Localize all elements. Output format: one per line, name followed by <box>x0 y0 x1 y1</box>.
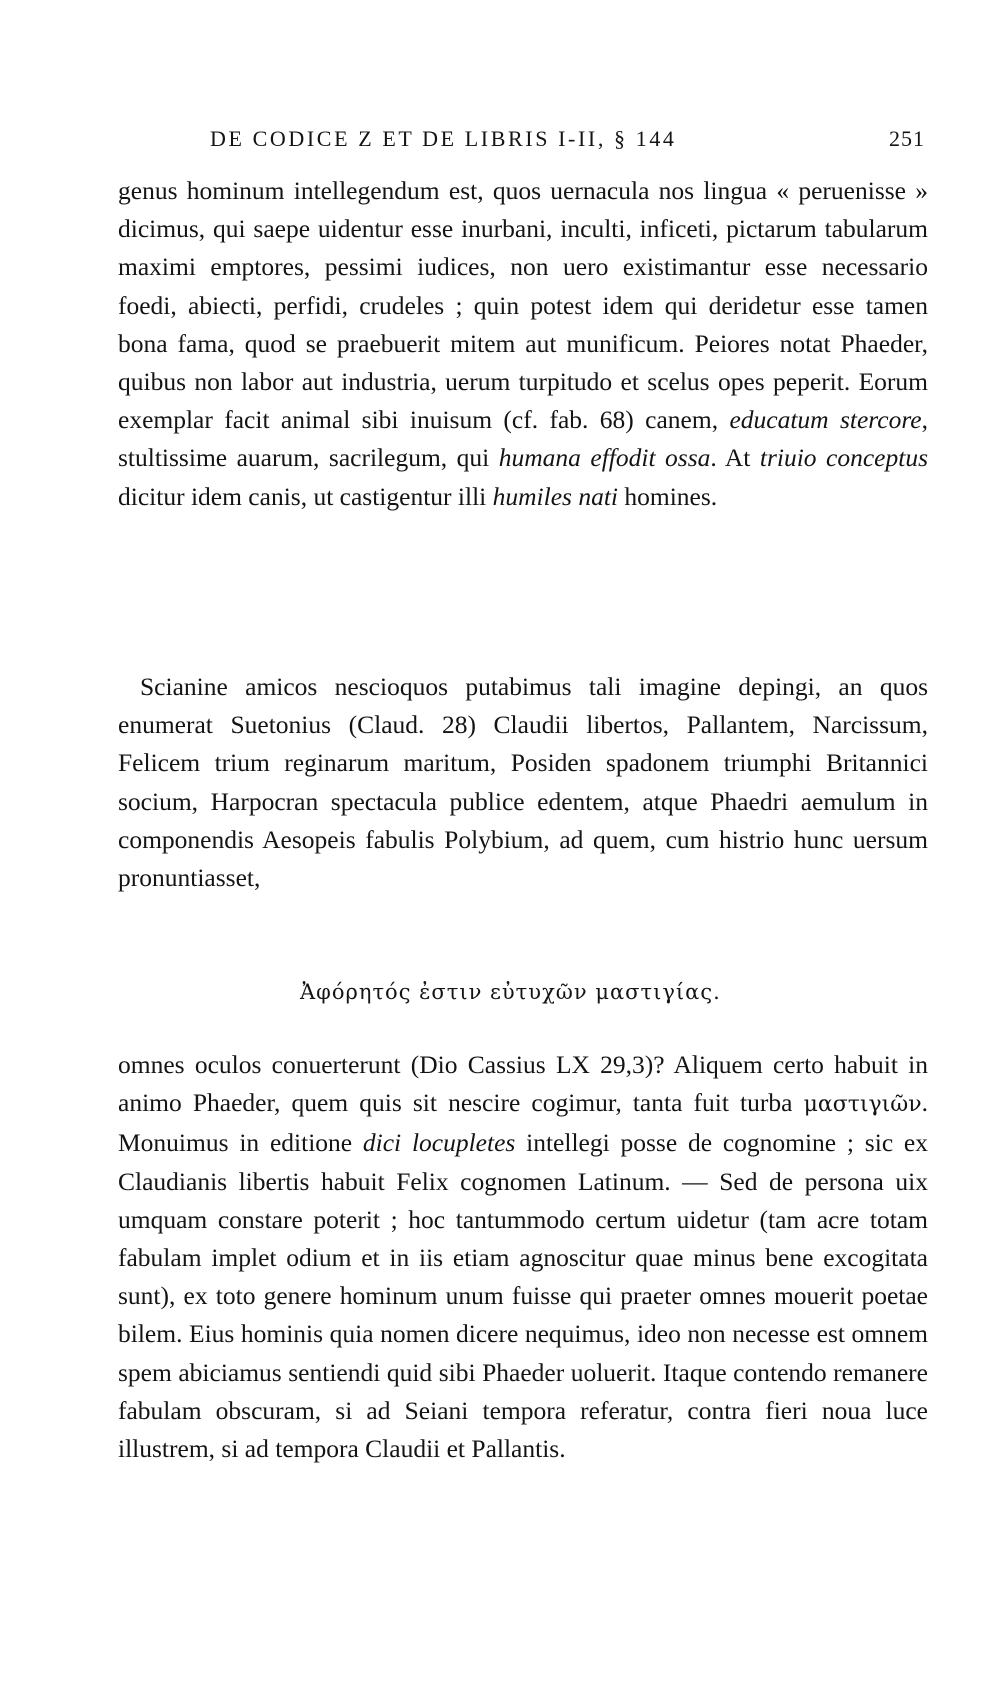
text-run: homines. <box>618 481 718 511</box>
page-number: 251 <box>889 126 925 151</box>
text-run: , stultissime auarum, sacrilegum, qui <box>118 405 929 473</box>
italic-quote: humiles nati <box>492 481 618 511</box>
paragraph-1-text <box>118 172 928 516</box>
text-run: omnes oculos conuerterunt (Dio Cassius LX 29,3)? Aliquem certo habuit in animo Phaeder, quem quis sit nescire cogimur, tanta fuit turba <box>118 1050 928 1118</box>
greek-verse-quote: Ἀφόρητός ἐστιν εὐτυχῶν μαστιγίας. <box>300 980 721 1004</box>
paragraph-2-text: Scianine amicos nescioquos putabimus tali imagine depingi, an quos enumerat Suetonius (Claud. 28) Claudii libertos, Pallantem, Narcissum, Felicem trium reginarum maritum, Posiden spadonem triumphi Britannici socium, Harpocran spectacula publice edentem, atque Phaedri aemulum in componendis Aesopeis fabulis Polybium, ad quem, cum histrio hunc uersum pronuntiasset, <box>118 672 928 893</box>
text-run: dicitur idem canis, ut castigentur illi <box>118 481 493 511</box>
text-run: intellegi posse de cognomine ; sic ex Claudianis libertis habuit Felix cognomen Latinum. — Sed de persona uix umquam constare poterit ; hoc tantummodo certum uidetur (tam acre totam fabulam implet odium et in iis etiam agnoscitur quae minus bene excogitata sunt), ex toto genere hominum unum fuisse qui praeter omnes mouerit poetae bilem. Eius hominis quia nomen dicere nequimus, ideo non necesse est omnem spem abiciamus sentiendi quid sibi Phaeder uoluerit. Itaque contendo remanere fabulam obscuram, si ad Seiani tempora referatur, contra fieri noua luce illustrem, si ad tempora Claudii et Pallantis. <box>118 1128 929 1464</box>
italic-quote: humana effodit ossa <box>498 443 711 473</box>
paragraph-1 <box>118 172 928 516</box>
running-head-title: DE CODICE Z ET DE LIBRIS I-II, § 144 <box>210 126 677 151</box>
italic-quote: triuio conceptus <box>759 443 929 473</box>
paragraph-2 <box>118 668 928 897</box>
italic-quote: educatum stercore <box>729 405 922 435</box>
paragraph-3-text <box>118 1046 928 1468</box>
text-run: . Monuimus in editione <box>118 1088 928 1158</box>
text-run: genus hominum intellegendum est, quos uernacula nos lingua « peruenisse » dicimus, qui saepe uidentur esse inurbani, inculti, inficeti, pictarum tabularum maximi emptores, pessimi iudices, non uero existimantur esse necessario foedi, abiecti, perfidi, crudeles ; quin potest idem qui deridetur esse tamen bona fama, quod se praebuerit mitem aut munificum. Peiores notat Phaeder, quibus non labor aut industria, uerum turpitudo et scelus opes peperit. Eorum exemplar facit animal sibi inuisum (cf. fab. 68) canem, <box>118 176 928 435</box>
text-run: . At <box>710 443 760 473</box>
greek-word: μαστιγιῶν <box>803 1092 922 1118</box>
paragraph-3 <box>118 1046 928 1468</box>
running-head <box>210 126 925 156</box>
italic-quote: dici locupletes <box>362 1128 516 1158</box>
